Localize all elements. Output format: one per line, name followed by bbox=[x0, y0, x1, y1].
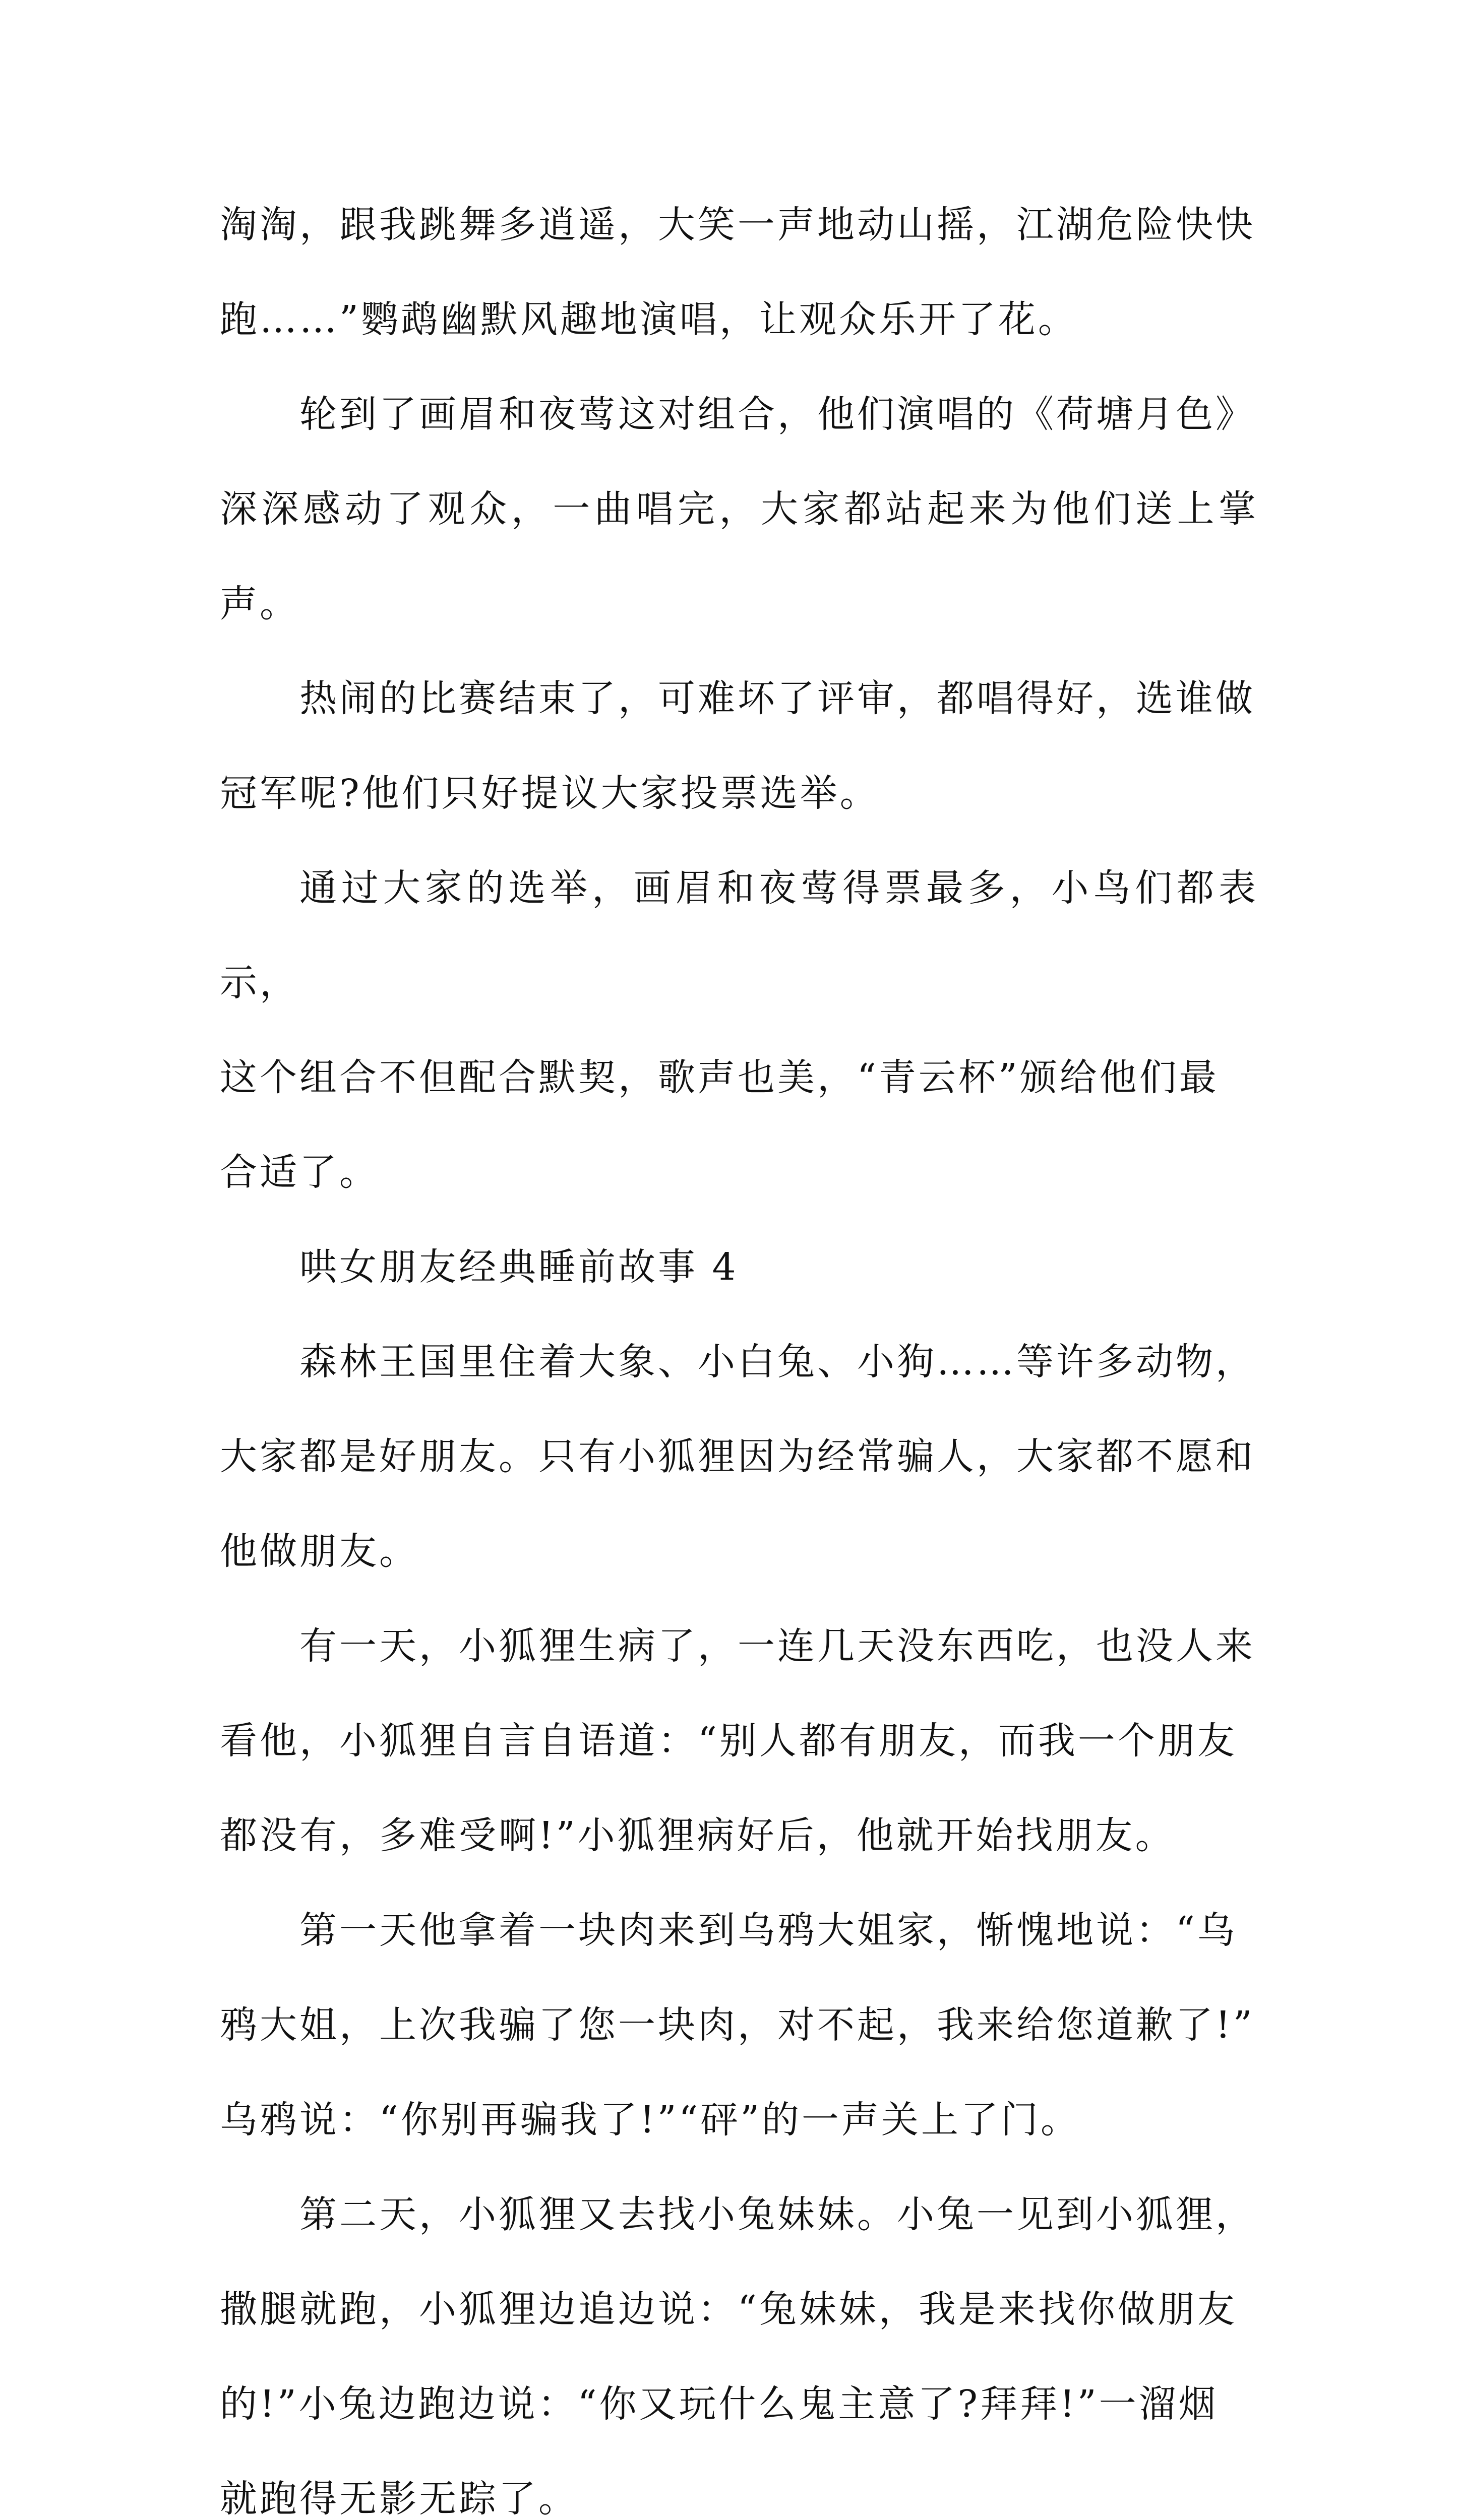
text-line: 热闹的比赛结束了，可难坏了评审，都唱得好，选谁做 bbox=[299, 677, 1255, 720]
text-line: 这个组合不但配合默契，歌声也美，“青云杯”颁给他们最 bbox=[220, 1056, 1219, 1099]
text-line: 乌鸦说：“你别再骗我了!”“砰”的一声关上了门。 bbox=[220, 2098, 1081, 2141]
text-line: 有一天，小狐狸生病了，一连几天没东西吃，也没人来 bbox=[299, 1624, 1255, 1668]
text-line: 冠军呢?他们只好提议大家投票选举。 bbox=[220, 772, 880, 815]
text-line: 深深感动了观众，一曲唱完，大家都站起来为他们送上掌声。 bbox=[220, 487, 1258, 625]
text-line: 都没有，多难受啊!”小狐狸病好后，他就开始找朋友。 bbox=[220, 1814, 1175, 1857]
paragraph bbox=[220, 1314, 1258, 1599]
text-line: 就跑得无影无踪了。 bbox=[220, 2477, 578, 2520]
document-body bbox=[220, 177, 1258, 2520]
text-line: 轮到了画眉和夜莺这对组合，他们演唱的《荷塘月色》 bbox=[299, 393, 1255, 436]
text-line: 跑……”鹦鹉幽默风趣地演唱，让观众乐开了花。 bbox=[220, 298, 1078, 341]
text-line: 的!”小兔边跑边说：“你又玩什么鬼主意了?拜拜!”一溜烟 bbox=[220, 2382, 1219, 2426]
text-line: 第二天，小狐狸又去找小兔妹妹。小兔一见到小狐狸， bbox=[299, 2193, 1255, 2236]
text-line: 他做朋友。 bbox=[220, 1530, 419, 1573]
paragraph bbox=[220, 177, 1258, 367]
paragraph bbox=[220, 367, 1258, 651]
heading-line: 哄女朋友经典睡前故事 4 bbox=[299, 1245, 739, 1289]
section-heading bbox=[220, 1220, 1258, 1314]
paragraph bbox=[220, 651, 1258, 841]
paragraph bbox=[220, 2167, 1258, 2520]
paragraph bbox=[220, 1599, 1258, 1883]
text-line: 大家都是好朋友。只有小狐狸因为经常骗人，大家都不愿和 bbox=[220, 1435, 1255, 1478]
text-line: 鸦大姐，上次我骗了您一块肉，对不起，我来给您道歉了!” bbox=[220, 2003, 1255, 2047]
text-line: 第一天他拿着一块肉来到乌鸦大姐家，惭愧地说：“乌 bbox=[299, 1909, 1237, 1952]
text-line: 森林王国里住着大象、小白兔、小狗……等许多动物， bbox=[299, 1340, 1255, 1383]
text-line: 看他，小狐狸自言自语道：“别人都有朋友，而我一个朋友 bbox=[220, 1719, 1237, 1762]
text-line: 通过大家的选举，画眉和夜莺得票最多，小鸟们都表示， bbox=[220, 866, 1258, 1004]
text-line: 合适了。 bbox=[220, 1151, 379, 1194]
paragraph bbox=[220, 841, 1258, 1220]
paragraph bbox=[220, 1883, 1258, 2167]
text-line: 撒腿就跑，小狐狸边追边说：“兔妹妹，我是来找你做朋友 bbox=[220, 2288, 1237, 2331]
text-line: 淘淘，跟我跳舞多逍遥，大笑一声地动山摇，江湖危险快快 bbox=[220, 203, 1255, 246]
